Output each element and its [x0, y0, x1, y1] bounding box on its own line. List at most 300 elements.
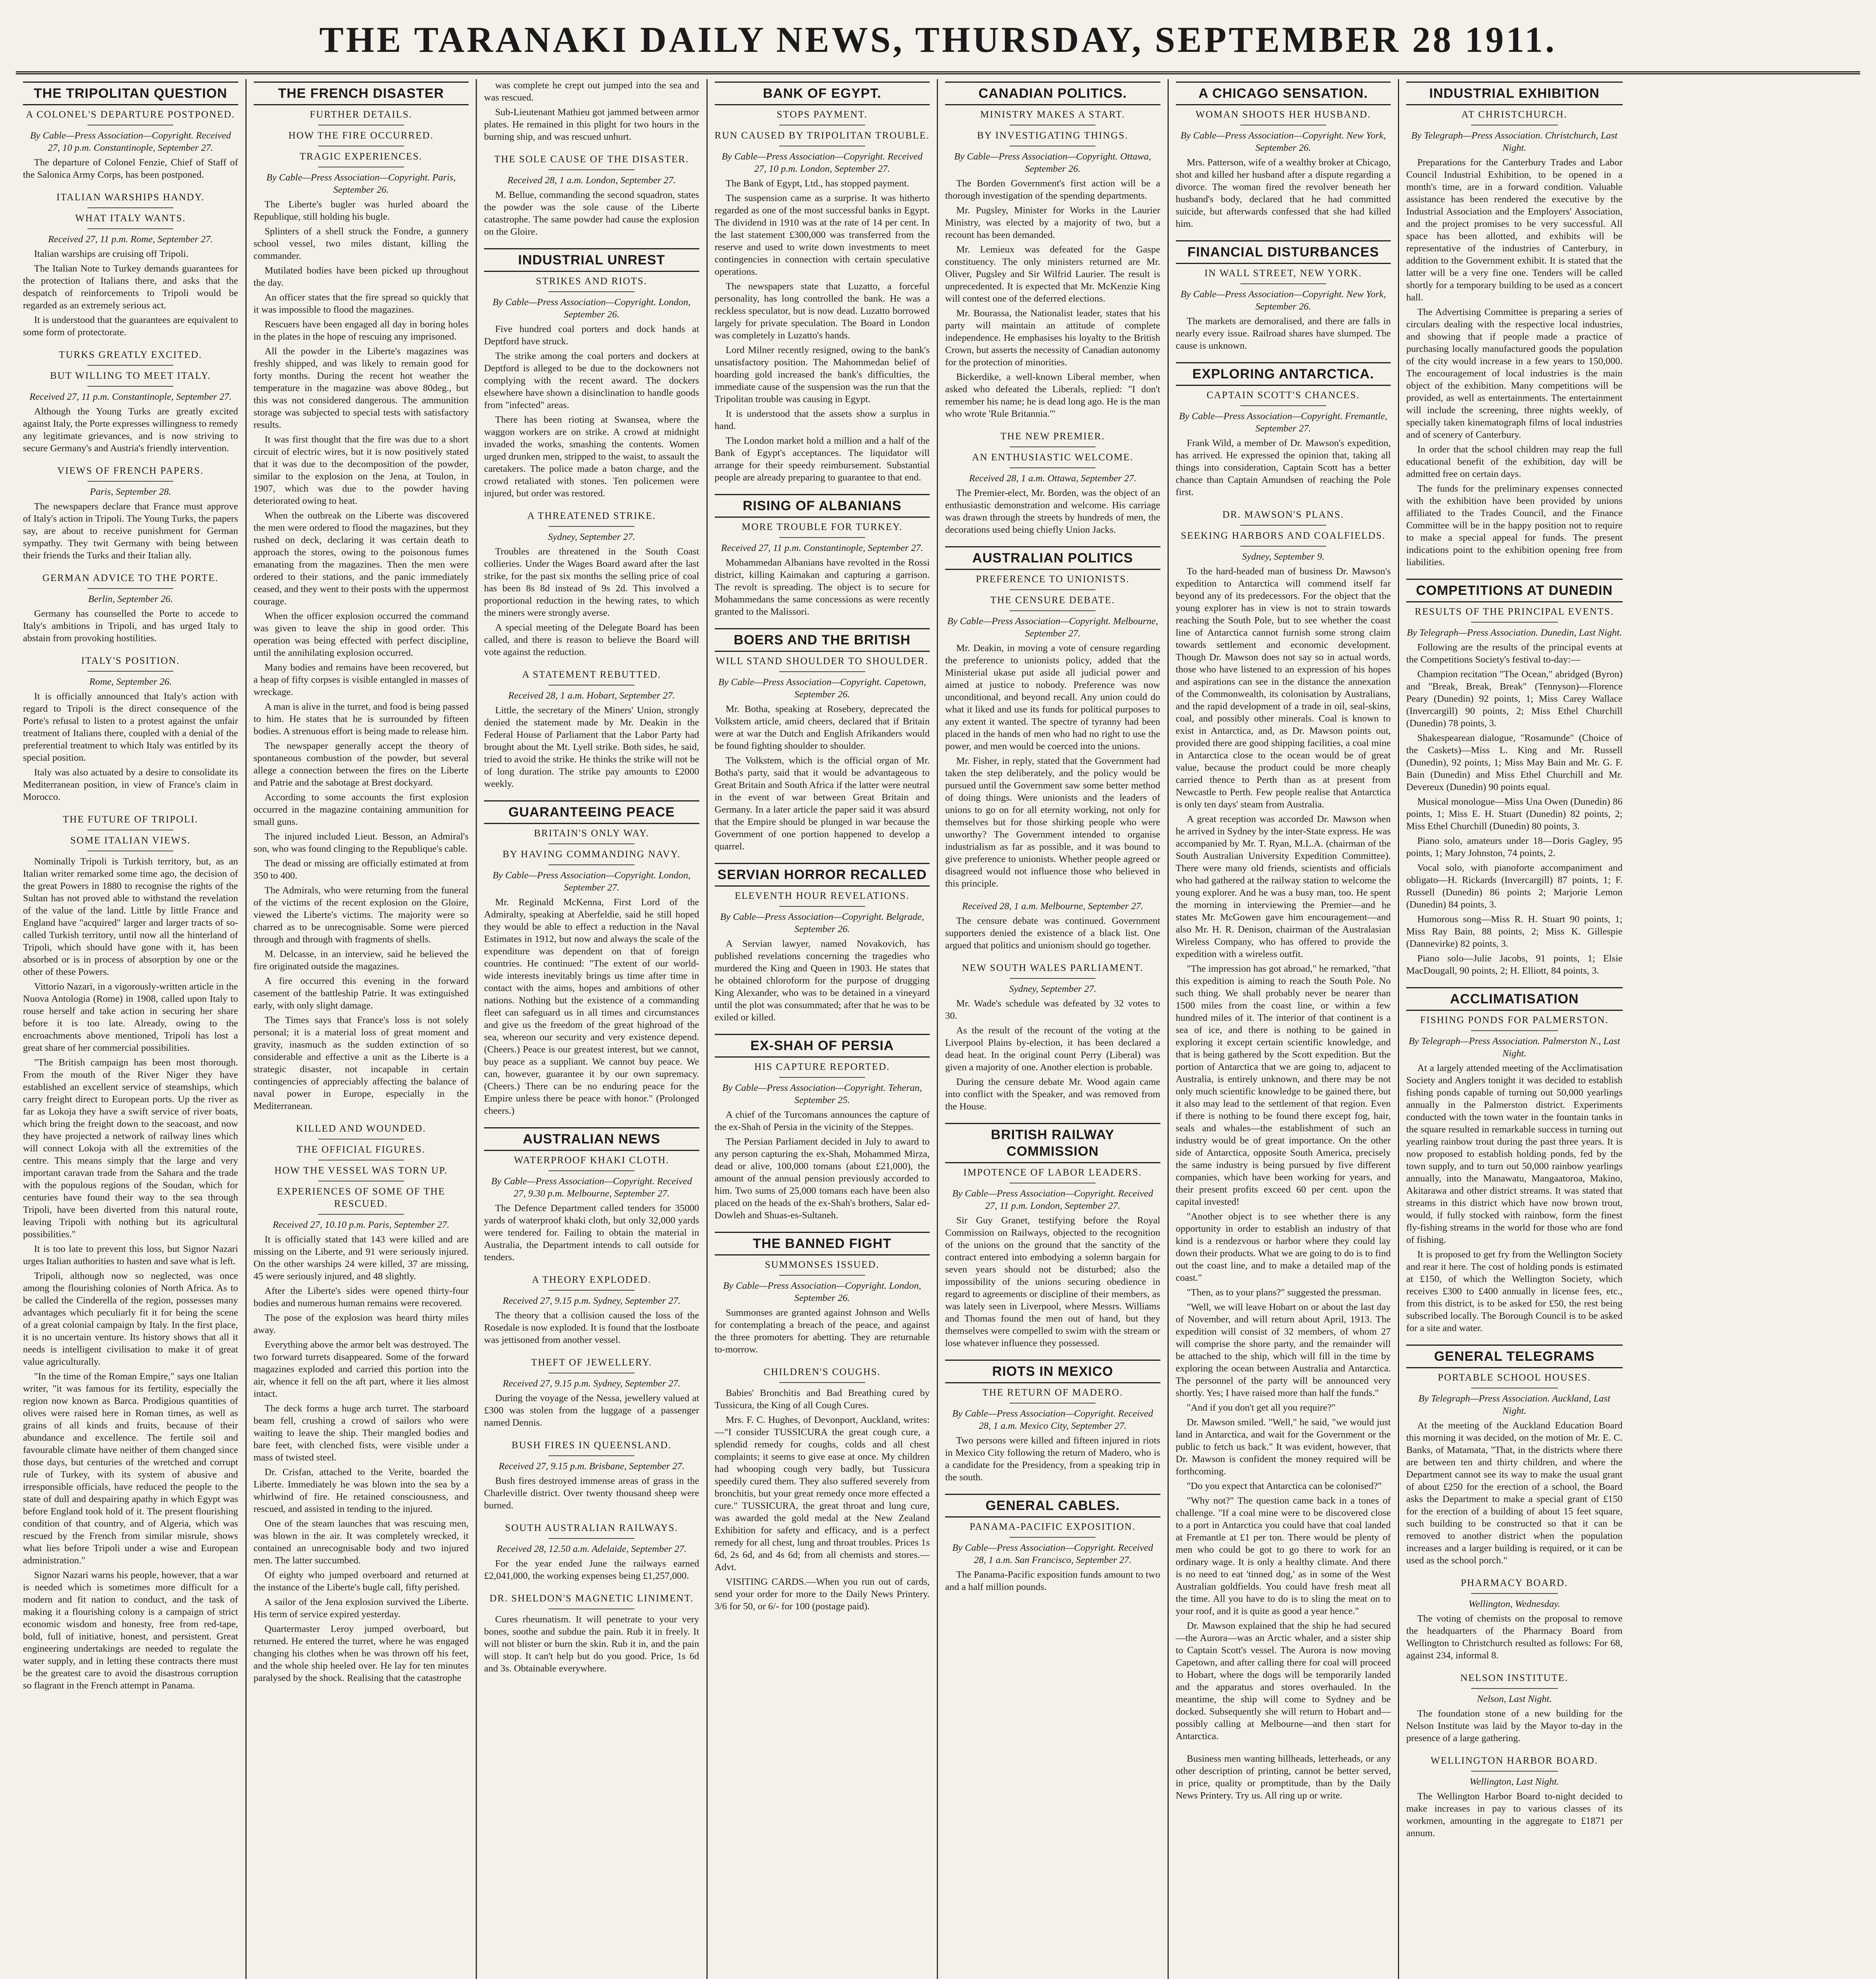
- article: [484, 1356, 699, 1429]
- article-paragraph: It is too late to prevent this loss, but Signor Nazari urges Italian authorities to hasten and save what is left.: [23, 1244, 238, 1267]
- article-subheading: ITALIAN WARSHIPS HANDY.: [56, 192, 205, 203]
- article-paragraph: "The impression has got abroad," he remarked, "that this expedition is aiming to reach the South Pole. No such thing. We shall probably never be nearer than 1500 miles from the coast line, or within a few hundred miles of it. The interior of that continent is a sea of ice, and there is nothing to be gained in exploring it except certain scientific knowledge, and that is being gathered by the Scott expedition. But the portion of Antarctica that we are going to, adjacent to Australia, is entirely unknown, and there may be not only much scientific knowledge to be gained there, but it also may lead to the settlement of that region. Even if there is nothing to be found there except fog, hair, seals and whales—the establishment of such an industry would be of great importance. On the other side of Antarctica, opposite South America, precisely the same industry is being pursued by five different companies, which have been working for years, and their present profits exceed 60 per cent. upon the capital invested!: [1175, 963, 1391, 1207]
- dateline: Received 28, 1 a.m. London, September 27.: [507, 175, 676, 186]
- article-heading: COMPETITIONS AT DUNEDIN: [1406, 579, 1623, 602]
- dateline: By Cable—Press Association—Copyright. Capetown, September 26.: [718, 677, 926, 700]
- article-paragraph: Mr. Fisher, in reply, stated that the Government had taken the step deliberately, and the policy would be pursued until the Government saw some better method of doing things. Were unionists and the leaders of unions to go on for all eternity working, not only for themselves but for those shirking people who were unworthy? The Government intended to organise industrialism as far as possible, and it was bound to give preference to unionists. Whether people agreed or disagreed would not influence those who believed in this principle.: [945, 756, 1160, 889]
- divider: [549, 1455, 634, 1456]
- divider: [1471, 1771, 1558, 1772]
- article-paragraph: The Italian Note to Turkey demands guarantees for the protection of Italians there, and asks that the despatch of reinforcements to Tripoli would be regarded as an extremely serious act.: [23, 263, 238, 311]
- article-paragraph: One of the steam launches that was rescuing men, was blown in the air. It was completely wrecked, it contained an unrecognisable body and two injured men. The latter succumbed.: [253, 1518, 469, 1566]
- article-subheading: THE NEW PREMIER.: [1000, 431, 1105, 442]
- article-paragraph: In order that the school children may reap the full educational benefit of the exhibition, day will be admitted free on certain days.: [1406, 444, 1623, 479]
- article-subheading: STOPS PAYMENT.: [777, 109, 868, 120]
- article-paragraph: Sir Guy Granet, testifying before the Royal Commission on Railways, objected to the recognition of the unions on the ground that the sanctity of the contract entered into embodying a solemn bargain for seven years should not be disturbed; also the impossibility of the unions securing obedience in regard to agreements or discipline of their members, as was lately seen in Liverpool, where Messrs. Williams and Thomas found the men out of hand, but they themselves were compelled to swim with the stream or lose whatever influence they possessed.: [945, 1215, 1160, 1348]
- article-paragraph: Sub-Lieutenant Mathieu got jammed between armor plates. He remained in this plight for two hours in the burning ship, and was rescued unhurt.: [484, 107, 699, 142]
- article-heading: GENERAL CABLES.: [945, 1494, 1160, 1517]
- article-paragraph: Mrs. F. C. Hughes, of Devonport, Auckland, writes:—"I consider TUSSICURA the great cough cure, a splendid remedy for coughs, colds and all chest complaints; it seems to give ease at once. My children had whooping cough very badly, but Tussicura speedily cured them. They also suffered severely from bronchitis, but your great remedy once more effected a cure." TUSSICURA, the great throat and lung cure, was awarded the gold medal at the New Zealand Exhibition for safety and efficacy, and is a perfect remedy for all chest, lung and throat troubles. Prices 1s 6d, 2s 6d, and 4s 6d; from all chemists and stores.—Advt.: [714, 1415, 930, 1573]
- article-paragraph: Quartermaster Leroy jumped overboard, but returned. He entered the turret, where he was engaged changing his clothes when he was thrown off his feet, and the whole ship heeled over. He lay for ten minutes paralysed by the shock. Realising that the catastrophe: [253, 1624, 469, 1683]
- article-paragraph: At a largely attended meeting of the Acclimatisation Society and Anglers tonight it was decided to establish fishing ponds capable of turning out 50,000 yearlings annually in the Palmerston district. Experiments conducted with the town water in the fountain tanks in the square resulted in remarkable success in turning out yearling rainbow trout during the past three years. It is now proposed to establish holding ponds, fed by the town supply, and to turn out 50,000 rainbow yearlings annually, into the Manawatu, Mangaatoroa, Makino, Akitarawa and other district streams. It was stated that streams in this district which have now brown trout, would, if fully stocked with rainbow, form the finest fly-fishing streams in the world for those who are fond of fishing.: [1406, 1063, 1623, 1245]
- article-paragraph: The voting of chemists on the proposal to remove the headquarters of the Pharmacy Board from Wellington to Christchurch resulted as follows: For 68, against 234, informal 8.: [1406, 1613, 1623, 1661]
- article-paragraph: A chief of the Turcomans announces the capture of the ex-Shah of Persia in the vicinity of the Steppes.: [714, 1109, 930, 1132]
- article-subheading: RUN CAUSED BY TRIPOLITAN TROUBLE.: [714, 130, 930, 141]
- dateline: Wellington, Last Night.: [1470, 1776, 1559, 1787]
- dateline: By Cable—Press Association—Copyright. Teheran, September 25.: [722, 1083, 922, 1105]
- article-paragraph: When the outbreak on the Liberte was discovered the men were ordered to flood the magazines, but they rushed on deck, declaring it was certain death to approach the stores, owing to the poisonous fumes emanating from the magazines. Then the men were ordered to their stations, and the panic immediately ceased, and they went to their posts with the uppermost courage.: [253, 510, 469, 607]
- article-paragraph: Lord Milner recently resigned, owing to the bank's unsatisfactory position. The Mahommedan belief of hoarding gold increased the bank's difficulties, the immediate cause of the suspension was the run that the Tripolitan trouble was causing in Egypt.: [714, 345, 930, 405]
- dateline: Sydney, September 27.: [548, 532, 635, 542]
- dateline: By Telegraph—Press Association. Palmerston N., Last Night.: [1409, 1036, 1620, 1059]
- masthead: [16, 12, 1860, 74]
- article-paragraph: The newspaper generally accept the theory of spontaneous combustion of the powder, but several allege a connection between the fires on the Liberte and Patrie and the sabotage at Brest dockyard.: [253, 741, 469, 788]
- article-paragraph: The departure of Colonel Fenzie, Chief of Staff of the Salonica Army Corps, has been postponed.: [23, 157, 238, 180]
- column-3: [477, 79, 708, 1979]
- article-subheading: PORTABLE SCHOOL HOUSES.: [1437, 1372, 1591, 1383]
- divider: [1471, 1593, 1558, 1594]
- dateline: Sydney, September 27.: [1009, 984, 1096, 994]
- article-paragraph: A sailor of the Jena explosion survived the Liberte. His term of service expired yesterday.: [253, 1597, 469, 1620]
- column-2: [247, 79, 477, 1979]
- dateline: Received 27, 11 p.m. Constantinople, September 27.: [29, 391, 232, 402]
- dateline: By Telegraph—Press Association. Auckland, Last Night.: [1418, 1393, 1610, 1416]
- article-paragraph: Italian warships are cruising off Tripoli.: [34, 249, 189, 259]
- article-paragraph: Signor Nazari warns his people, however, that a war is needed which is sometimes more difficult for a modern and fit nation to conduct, and the task of making it a flourishing colony is a campaign of strict economic wisdom and honesty, free from red-tape, bold, full of initiative, honest, and persistent. Great engineering undertakings are needed to regulate the water supply, and in letting these contracts there must be the greatest care to avoid the disastrous corruption so flagrant in the French attempt in Panama.: [23, 1570, 238, 1691]
- article: [1406, 1577, 1623, 1662]
- divider: [87, 228, 173, 229]
- article-paragraph: As the result of the recount of the voting at the Liverpool Plains by-election, it has been declared a dead heat. In the original count Perry (Liberal) was given a majority of one. Another election is probable.: [945, 1025, 1160, 1073]
- article-paragraph: The foundation stone of a new building for the Nelson Institute was laid by the Mayor to-day in the presence of a large gathering.: [1406, 1708, 1623, 1743]
- divider: [779, 1382, 865, 1383]
- article-paragraph: All the powder in the Liberte's magazines was freshly shipped, and was likely to remain good for forty months. During the recent hot weather the temperature in the magazine was above 80deg., but this was not considered dangerous. The ammunition storage was subjected to special tests with satisfactory results.: [253, 346, 469, 430]
- article-paragraph: M. Delcasse, in an interview, said he believed the fire originated outside the magazines.: [253, 949, 469, 972]
- article: [1176, 240, 1391, 352]
- article-heading: BANK OF EGYPT.: [715, 82, 930, 105]
- article-paragraph: An officer states that the fire spread so quickly that it was impossible to flood the magazines.: [253, 292, 469, 315]
- article-paragraph: The Bank of Egypt, Ltd., has stopped payment.: [725, 178, 909, 189]
- article: [715, 82, 930, 484]
- newspaper-title: THE TARANAKI DAILY NEWS, THURSDAY, SEPTEMBER 28 1911.: [319, 19, 1557, 60]
- article-paragraph: Dr. Crisfan, attached to the Verite, boarded the Liberte. Immediately he was blown into the sea by a whirlwind of fire. He retained consciousness, and rescued, and assisted in tending to the injured.: [253, 1467, 469, 1514]
- dateline: By Telegraph—Press Association. Dunedin, Last Night.: [1407, 627, 1622, 638]
- article: [1406, 82, 1623, 568]
- article-heading: CANADIAN POLITICS.: [945, 82, 1160, 105]
- article-paragraph: Piano solo—Julie Jacobs, 91 points, 1; Elsie MacDougall, 90 points, 2; H. Elliott, 84 points, 3.: [1406, 953, 1623, 976]
- article-heading: EXPLORING ANTARCTICA.: [1176, 362, 1391, 386]
- divider: [1010, 467, 1096, 468]
- column-7: [1399, 79, 1630, 1979]
- dateline: By Cable—Press Association—Copyright. Received 27, 10 p.m. London, September 27.: [722, 151, 923, 174]
- article-paragraph: The dead or missing are officially estimated at from 350 to 400.: [253, 858, 469, 881]
- article-subheading: ELEVENTH HOUR REVELATIONS.: [735, 891, 910, 901]
- article-paragraph: Bush fires destroyed immense areas of grass in the Charleville district. Over twenty thousand sheep were burned.: [484, 1476, 699, 1511]
- article: [715, 1232, 930, 1356]
- article-paragraph: After the Liberte's sides were opened thirty-four bodies and numerous human remains were recovered.: [253, 1286, 469, 1309]
- divider: [549, 843, 634, 844]
- article-subheading: PHARMACY BOARD.: [1460, 1578, 1568, 1588]
- article-subheading: MORE TROUBLE FOR TURKEY.: [742, 522, 903, 532]
- article-paragraph: For the year ended June the railways earned £2,041,000, the working expenses being £1,257,000.: [484, 1558, 699, 1581]
- dateline: By Cable—Press Association—Copyright. Fremantle, September 27.: [1179, 411, 1388, 434]
- article: [254, 82, 469, 1112]
- article-subheading: ITALY'S POSITION.: [81, 655, 180, 666]
- divider: [87, 365, 173, 366]
- divider: [1010, 589, 1096, 590]
- article-paragraph: "And if you don't get all you require?": [1187, 1402, 1336, 1413]
- dateline: By Cable—Press Association—Copyright. Ottawa, September 26.: [954, 151, 1151, 174]
- article: [945, 430, 1160, 536]
- article-subheading: STRIKES AND RIOTS.: [536, 276, 647, 287]
- article-paragraph: The censure debate was continued. Government supporters denied the existence of a black list. One argued that politics and unionism should go together.: [945, 915, 1160, 951]
- article-paragraph: Two persons were killed and fifteen injured in riots in Mexico City following the return of Madero, who is a candidate for the Presidency, from a speaking trip in the south.: [945, 1435, 1160, 1483]
- divider: [779, 671, 865, 672]
- article-subheading: THE SOLE CAUSE OF THE DISASTER.: [494, 154, 689, 165]
- article-heading: FINANCIAL DISTURBANCES: [1176, 240, 1391, 264]
- dateline: Sydney, September 9.: [1242, 551, 1325, 562]
- article-paragraph: Tripoli, although now so neglected, was once among the flourishing colonies of North Africa. As to be called the Cinderella of the region, possesses many advantages which peculiarly fit it for being the scene of a great colonial campaign by Italy. In the first place, it is no uncertain venture. Its history shows that all it needs is intelligent civilisation to make it of great value agriculturally.: [23, 1271, 238, 1367]
- article-subheading: DR. SHELDON'S MAGNETIC LINIMENT.: [489, 1593, 694, 1604]
- article-paragraph: The strike among the coal porters and dockers at Deptford is alleged to be due to the dockowners not complying with the recent award. The dockers elsewhere have shown a disinclination to handle goods from "infected" areas.: [484, 351, 699, 410]
- article-subheading: FURTHER DETAILS.: [310, 109, 412, 120]
- article-paragraph: According to some accounts the first explosion occurred in the magazine containing ammunition for small guns.: [253, 792, 469, 827]
- article-paragraph: "The British campaign has been most thorough. From the mouth of the River Niger they have established an excellent service of steamships, which carry freight direct to European ports. Up the river as far as Lokoja they have a swift service of river boats, which bring the freight down to the seacoast, and now they have projected a network of railway lines which will connect Lokoja with all the extremities of the centre. This means simply that the large and very important caravan trade from the Sahara and the trade with the populous regions of the Soudan, which for centuries have found their way to the sea through Tripoli, have been diverted from this natural route, leaving Tripoli with nothing but its agricultural possibilities.": [23, 1057, 238, 1240]
- column-grid: [16, 79, 1860, 1979]
- column-6: [1169, 79, 1399, 1979]
- article: [1176, 509, 1391, 1742]
- article-paragraph: A Servian lawyer, named Novakovich, has published revelations concerning the tragedies who murdered the King and Queen in 1903. He states that he obtained chloroform for the purpose of drugging King Alexander, who was to be detained in a vineyard until the plot was consummated; after that he was to be exiled or killed.: [714, 938, 930, 1023]
- article: [484, 153, 699, 238]
- article-subheading: SUMMONSES ISSUED.: [765, 1259, 880, 1270]
- article-heading: THE FRENCH DISASTER: [254, 82, 469, 105]
- article-paragraph: The Liberte's bugler was hurled aboard the Republique, still holding his bugle.: [253, 199, 469, 222]
- article-paragraph: Following are the results of the principal events at the Competitions Society's festival to-day:—: [1406, 642, 1623, 665]
- article-paragraph: Mr. Bourassa, the Nationalist leader, states that his party will maintain an attitude of complete independence. He emphasises his loyalty to the British Crown, but asserts the necessity of Canadian autonomy for the protection of minorities.: [945, 308, 1160, 368]
- article-paragraph: "In the time of the Roman Empire," says one Italian writer, "it was famous for its fertility, especially the region now known as Barca. Prodigious quantities of olives were raised here in Roman times, as well as grains of all kinds and fruits, because of their abundance and excellence. The fertile soil and favourable climate have neither of them changed since those days, but centuries of the wretched and corrupt rule of Turkey, with its system of abusive and irresponsible officials, have reduced the people to the state of dull and despairing apathy in which Egypt was before England took hold of it. The present flourishing condition of that country, and of Algeria, which was rescued by the French from similar misrule, shows what lies before Tripoli under a wise and European administration.": [23, 1371, 238, 1566]
- divider: [1010, 446, 1096, 447]
- article-paragraph: Babies' Bronchitis and Bad Breathing cured by Tussicura, the King of all Cough Cures.: [714, 1388, 930, 1411]
- article-subheading: THE FUTURE OF TRIPOLI.: [63, 814, 198, 825]
- article-paragraph: There has been rioting at Swansea, where the waggon workers are on strike. A crowd at midnight invaded the works, smashing the contents. Women urged drunken men, stripped to the waist, to assault the caretakers. The police made a baton charge, and the crowd retaliated with stones. Ten policemen were injured, but order was restored.: [484, 414, 699, 499]
- dateline: Received 28, 1 a.m. Melbourne, September 27.: [962, 901, 1143, 912]
- article-paragraph: Frank Wild, a member of Dr. Mawson's expedition, has arrived. He expressed the opinion that, taking all things into consideration, Captain Scott has a better chance than Captain Amundsen of reaching the Pole first.: [1175, 438, 1391, 498]
- article-paragraph: The Borden Government's first action will be a thorough investigation of the spending departments.: [945, 178, 1160, 201]
- article: [484, 79, 699, 143]
- dateline: By Cable—Press Association—Copyright. New York, September 26.: [1180, 130, 1386, 153]
- article-paragraph: Dr. Mawson smiled. "Well," he said, "we would just land in Antarctica, and wait for the Government or the public to fetch us back." It was evident, however, that Dr. Mawson is confident the money required will be forthcoming.: [1175, 1417, 1391, 1477]
- article-subheading: SOME ITALIAN VIEWS.: [70, 835, 191, 846]
- article-subheading: GERMAN ADVICE TO THE PORTE.: [42, 573, 219, 583]
- divider: [1240, 283, 1326, 284]
- article-paragraph: The funds for the preliminary expenses connected with the exhibition have been provided by unions affiliated to the Trades Council, and the Finance Committee will be in the happy position not to require to make a special appeal for funds. The present indications point to the exhibition opening free from liabilities.: [1406, 483, 1623, 568]
- article-paragraph: The Persian Parliament decided in July to award to any person capturing the ex-Shah, Mohammed Mirza, dead or alive, 100,000 tomans (about £21,000), the amount of the annual pension previously accorded to him. Two sums of 25,000 tomans each have been also placed on the heads of the ex-Shah's brothers, Salar ed-Dowleh and Shuas-es-Sultaneh.: [714, 1136, 930, 1221]
- dateline: By Cable—Press Association—Copyright. Received 27, 10 p.m. Constantinople, September 27.: [30, 130, 231, 153]
- article-subheading: NEW SOUTH WALES PARLIAMENT.: [962, 963, 1144, 973]
- article-heading: GUARANTEEING PEACE: [484, 800, 699, 824]
- article-heading: INDUSTRIAL UNREST: [484, 248, 699, 272]
- article: [945, 546, 1160, 890]
- article-subheading: WELLINGTON HARBOR BOARD.: [1430, 1755, 1598, 1766]
- dateline: By Cable—Press Association—Copyright. Received 27, 9.30 p.m. Melbourne, September 27.: [491, 1176, 692, 1199]
- article-paragraph: "Another object is to see whether there is any opportunity in order to establish an industry of that kind is a rendezvous or harbor where they could lay down their products. What we are going to do is to find out the coast line, and to make a detailed map of the coast.": [1175, 1211, 1391, 1283]
- article: [23, 813, 238, 1692]
- article: [1406, 1345, 1623, 1567]
- dateline: By Cable—Press Association—Copyright. London, September 26.: [723, 1280, 921, 1303]
- article-subheading: VIEWS OF FRENCH PAPERS.: [57, 465, 204, 476]
- article: [945, 1360, 1160, 1483]
- article-paragraph: The Admirals, who were returning from the funeral of the victims of the recent explosion on the Gloire, viewed the Liberte's victims. The majority were so charred as to be unrecognisable. Some were pierced through and through with fragments of shells.: [253, 885, 469, 945]
- article-paragraph: It was first thought that the fire was due to a short circuit of electric wires, but it is now positively stated that it was due to the decomposition of the powder, similar to the explosion on the Jena, at Toulon, in 1907, which was due to the powder having deteriorated owing to heat.: [253, 434, 469, 506]
- column-4: [708, 79, 938, 1979]
- dateline: By Cable—Press Association—Copyright. Belgrade, September 26.: [720, 912, 924, 934]
- article-paragraph: It is proposed to get fry from the Wellington Society and rear it here. The cost of holding ponds is estimated at £150, of which the Wellington Society, which receives £300 to £400 annually in license fees, etc., from this district, is to be asked for £50, the rest being subscribed locally. The Borough Council is to be asked for a site and water.: [1406, 1249, 1623, 1333]
- article-paragraph: To the hard-headed man of business Dr. Mawson's expedition to Antarctica will commend itself far beyond any of its predecessors. For the object that the young explorer has in view is not to strain towards reaching the South Pole, but to see whether the coast line of Antarctica cannot furnish some strong claim towards settlement and economic development. Though Dr. Mawson does not say so in actual words, those who have listened to an expression of his hopes and aspirations can see in the distance the annexation of the Commonwealth, its colonisation by Australians, and the rapid development of a trade in oil, seal-skins, coal, and possibly other minerals. Coal is known to exist in Antarctica, and, as Dr. Mawson points out, provided there are good shipping facilities, a coal mine in Antarctica close to the ocean would be of great value, because the product could be more cheaply carried thence to Perth than as at present from Newcastle to Perth. Few people realise that Antarctica is only ten days' steam from Australia.: [1175, 566, 1391, 810]
- article: [1406, 579, 1623, 977]
- article-paragraph: The Wellington Harbor Board to-night decided to make increases in pay to various classes of its workmen, amounting in the aggregate to £1871 per annum.: [1406, 1791, 1623, 1838]
- article-paragraph: The newspapers declare that France must approve of Italy's action in Tripoli. The Young Turks, the papers say, are about to receive punishment for German sympathy. They twit Germany with being between their friends the Turks and their Italian ally.: [23, 501, 238, 561]
- article-heading: GENERAL TELEGRAMS: [1406, 1345, 1623, 1368]
- article: [715, 863, 930, 1024]
- article-paragraph: "Why not?" The question came back in a tones of challenge. "If a coal mine were to be discovered close to a port in Antarctica you could have that coal landed at Fremantle at £1 per ton. There would be plenty of men who could be got to go there to work for an ordinary wage. It is only a healthy climate. And there is no need to eat 'tinned dog,' as in some of the West Australian goldfields. You could have fresh meat all the time. All you have to do is to sling the meat on to your roof, and it is quite as good a year hence.": [1175, 1495, 1391, 1616]
- article-subheading: BY INVESTIGATING THINGS.: [977, 130, 1128, 141]
- divider: [549, 169, 634, 170]
- article-heading: RIOTS IN MEXICO: [945, 1360, 1160, 1383]
- article: [715, 494, 930, 618]
- dateline: Received 27, 9.15 p.m. Brisbane, September 27.: [499, 1461, 685, 1472]
- article-paragraph: Italy was also actuated by a desire to consolidate its Mediterranean position, in view of France's claim in Morocco.: [23, 767, 238, 802]
- article-subheading: THEFT OF JEWELLERY.: [531, 1357, 652, 1368]
- article-subheading: THE CENSURE DEBATE.: [990, 595, 1115, 606]
- article: [484, 510, 699, 658]
- article-paragraph: was complete he crept out jumped into the sea and was rescued.: [484, 80, 699, 103]
- dateline: Received 27, 11 p.m. Constantinople, September 27.: [721, 543, 923, 553]
- article-subheading: WATERPROOF KHAKI CLOTH.: [514, 1155, 670, 1166]
- divider: [318, 1214, 404, 1215]
- article-subheading: WOMAN SHOOTS HER HUSBAND.: [1195, 109, 1371, 120]
- divider: [549, 685, 634, 686]
- dateline: By Cable—Press Association—Copyright. London, September 26.: [492, 297, 691, 320]
- article: [254, 1122, 469, 1684]
- divider: [549, 1170, 634, 1171]
- dateline: By Cable—Press Association—Copyright. New York, September 26.: [1180, 289, 1386, 312]
- dateline: Paris, September 28.: [90, 486, 171, 497]
- article-paragraph: Although the Young Turks are greatly excited against Italy, the Porte expresses willingness to remedy any legitimate grievances, and is now striving to secure Germany's and Austria's friendly intervention.: [23, 406, 238, 454]
- article-paragraph: A fire occurred this evening in the forward casement of the battleship Patrie. It was extinguished early, with only slight damage.: [253, 976, 469, 1011]
- article-paragraph: Mr. Botha, speaking at Rosebery, deprecated the Volkstem article, amid cheers, declared that if Britain were at war the Dutch and English Afrikanders would be found fighting shoulder to shoulder.: [714, 704, 930, 751]
- dateline: Received 28, 12.50 a.m. Adelaide, September 27.: [496, 1544, 687, 1554]
- article-paragraph: Little, the secretary of the Miners' Union, strongly denied the statement made by Mr. Deakin in the Federal House of Parliament that the Labor Party had brought about the Mt. Lyell strike. Both sides, he said, tried to avoid the strike. He thinks the strike will not be of long duration. The strike pay amounts to £2000 weekly.: [484, 705, 699, 789]
- article-subheading: DR. MAWSON'S PLANS.: [1222, 509, 1344, 520]
- article-paragraph: It is officially announced that Italy's action with regard to Tripoli is the direct consequence of the Porte's refusal to listen to a protest against the unfair treatment of Italians there, coupled with a denial of the preferential treatment to which Italy was entitled by its special position.: [23, 691, 238, 763]
- article: [484, 1274, 699, 1346]
- article-subheading: BUT WILLING TO MEET ITALY.: [50, 370, 211, 381]
- article-subheading: AT CHRISTCHURCH.: [1461, 109, 1568, 120]
- dateline: Berlin, September 26.: [88, 594, 173, 604]
- article-paragraph: During the voyage of the Nessa, jewellery valued at £300 was stolen from the luggage of a passenger named Dennis.: [484, 1393, 699, 1428]
- divider: [779, 537, 865, 538]
- article: [23, 349, 238, 454]
- article-paragraph: Of eighty who jumped overboard and returned at the instance of the Liberte's bugle call, fifty perished.: [253, 1570, 469, 1593]
- article-paragraph: The Volkstem, which is the official organ of Mr. Botha's party, said that it would be advantageous to Great Britain and South Africa if the latter were neutral in the event of war between Great Britain and Germany. In a later article the paper said it was absurd that the Empire should be plunged in war because the Government of one portion happened to develop a quarrel.: [714, 755, 930, 852]
- article-paragraph: M. Bellue, commanding the second squadron, states the powder was the sole cause of the Liberte catastrophe. The same powder had cause the explosion on the Gloire.: [484, 190, 699, 237]
- divider: [549, 1290, 634, 1291]
- divider: [87, 671, 173, 672]
- article-subheading: TRAGIC EXPERIENCES.: [300, 151, 423, 162]
- article-subheading: A STATEMENT REBUTTED.: [522, 669, 661, 680]
- article: [23, 572, 238, 644]
- article-subheading: BRITAIN'S ONLY WAY.: [534, 828, 649, 839]
- article-paragraph: Humorous song—Miss R. H. Stuart 90 points, 1; Miss Ray Bain, 88 points, 2; Miss K. Gillespie (Dannevirke) 82 points, 3.: [1406, 914, 1623, 949]
- article-subheading: CAPTAIN SCOTT'S CHANCES.: [1206, 390, 1360, 401]
- article-heading: EX-SHAH OF PERSIA: [715, 1034, 930, 1058]
- article-paragraph: Splinters of a shell struck the Fondre, a gunnery school vessel, two miles distant, killing the commander.: [253, 226, 469, 261]
- article-paragraph: Musical monologue—Miss Una Owen (Dunedin) 86 points, 1; Miss E. H. Stuart (Dunedin) 82 points, 2; Miss Ethel Churchill (Dunedin) 80 points, 3.: [1406, 796, 1623, 832]
- divider: [1471, 622, 1558, 623]
- article-subheading: IMPOTENCE OF LABOR LEADERS.: [963, 1167, 1142, 1178]
- article-paragraph: Mohammedan Albanians have revolted in the Rossi district, killing Kaimakan and capturing a garrison. The revolt is spreading. The object is to secure for Mohammedans the same concessions as were recently granted to the Malissori.: [714, 557, 930, 617]
- article-heading: SERVIAN HORROR RECALLED: [715, 863, 930, 887]
- article-paragraph: The Premier-elect, Mr. Borden, was the object of an enthusiastic demonstration and welcome. His carriage was drawn through the streets by hundreds of men, the decorations used being chiefly Union Jacks.: [945, 488, 1160, 535]
- dateline: Received 27, 11 p.m. Rome, September 27.: [48, 234, 213, 245]
- article-paragraph: Mr. Reginald McKenna, First Lord of the Admiralty, speaking at Aberfeldie, said he still hoped they would be able to effect a reduction in the Naval Estimates in 1912, but now and always the scale of the expenditure was dependent on that of foreign countries. He continued: "The extent of our world-wide interests inevitably brings us time after time in contact with the aims, hopes and ambitions of other nations. Nothing but the existence of a commanding fleet can safeguard us in all times and circumstances and give us the freedom of the great highroad of the sea, whereon our security and very existence depend. (Cheers.) Peace is our greatest interest, but we cannot, buy peace as a suppliant. We cannot buy peace. We can, however, guarantee it by our own supremacy. (Cheers.) There can be no enduring peace for the Empire unless there be peace with honor." (Prolonged cheers.): [484, 897, 699, 1116]
- article: [945, 82, 1160, 420]
- divider: [87, 207, 173, 208]
- article-subheading: FISHING PONDS FOR PALMERSTON.: [1420, 1015, 1609, 1026]
- article-heading: AUSTRALIAN POLITICS: [945, 546, 1160, 570]
- dateline: Received 28, 1 a.m. Hobart, September 27.: [508, 690, 675, 701]
- article-paragraph: Nominally Tripoli is Turkish territory, but, as an Italian writer remarked some time ago, the decision of the great Powers in 1880 to recognise the rights of the Sultan has not proved able to withstand the revelation of the value of the land. Little by little France and England have "acquired" larger and larger tracts of so-called Turkish territory, until now all the hinterland of Tripoli, which should have gone with it, has been absorbed or is in process of absorption by one or the other of these Powers.: [23, 856, 238, 977]
- article: [945, 962, 1160, 1113]
- article-paragraph: Piano solo, amateurs under 18—Doris Gagley, 95 points, 1; Mary Johnston, 74 points, 2.: [1406, 836, 1623, 858]
- article: [1406, 1672, 1623, 1744]
- divider: [779, 1275, 865, 1276]
- article-paragraph: Mutilated bodies have been picked up throughout the day.: [253, 265, 469, 288]
- article-heading: A CHICAGO SENSATION.: [1176, 82, 1391, 105]
- article-heading: INDUSTRIAL EXHIBITION: [1406, 82, 1623, 105]
- divider: [1010, 978, 1096, 979]
- article-paragraph: Preparations for the Canterbury Trades and Labor Council Industrial Exhibition, to be opened in a month's time, are in a forward condition. Valuable assistance has been rendered the executive by the Industrial Association and the Employers' Association, and the project promises to be very successful. All space has been allotted, and exhibits will be representative of the industries of Canterbury, in addition to the Government exhibit. It is stated that the latter will be a very fine one. Tenders will be called shortly for a temporary building to be used as a concert hall.: [1406, 157, 1623, 303]
- article-paragraph: The London market hold a million and a half of the Bank of Egypt's acceptances. The liquidator will arrange for their speedy reimbursement. Substantial people are already preparing to guarantee to that end.: [714, 435, 930, 483]
- article-paragraph: A special meeting of the Delegate Board has been called, and there is reason to believe the Board will vote against the reduction.: [484, 622, 699, 657]
- article-subheading: HOW THE VESSEL WAS TORN UP.: [274, 1165, 448, 1176]
- article: [484, 1592, 699, 1675]
- article-paragraph: The injured included Lieut. Besson, an Admiral's son, who was found clinging to the Republique's cable.: [253, 831, 469, 854]
- divider: [1240, 405, 1326, 406]
- article-paragraph: Mr. Pugsley, Minister for Works in the Laurier Ministry, was elected by a majority of two, but a recount has been demanded.: [945, 205, 1160, 240]
- dateline: By Cable—Press Association—Copyright. Received 27, 11 p.m. London, September 27.: [952, 1188, 1153, 1211]
- article-paragraph: Mr. Lemieux was defeated for the Gaspe constituency. The only ministers returned are Mr. Oliver, Pugsley and Sir Wilfrid Laurier. The result is unprecedented. It is expected that Mr. McKenzie King will contest one of the deferred elections.: [945, 244, 1160, 304]
- divider: [549, 864, 634, 865]
- article-paragraph: Dr. Mawson explained that the ship he had secured—the Aurora—was an Arctic whaler, and a sister ship to Captain Scott's vessel. The Aurora is now moving Capetown, and after calling there for coal will proceed to Hobart, where the dogs will be temporarily landed and the apparatus and stores overhauled. In the meantime, the ship will come to Sydney and be docked. Subsequently she will return to Hobart and—possibly calling at Melbourne—and then start for Antarctica.: [1175, 1620, 1391, 1742]
- divider: [318, 1139, 404, 1140]
- article-subheading: BUSH FIRES IN QUEENSLAND.: [511, 1440, 672, 1451]
- dateline: Received 28, 1 a.m. Ottawa, September 27.: [969, 473, 1137, 484]
- article-paragraph: The markets are demoralised, and there are falls in nearly every issue. Railroad shares have slumped. The cause is unknown.: [1175, 316, 1391, 351]
- article-subheading: WHAT ITALY WANTS.: [75, 213, 186, 224]
- article-heading: RISING OF ALBANIANS: [715, 494, 930, 518]
- article-paragraph: Vittorio Nazari, in a vigorously-written article in the Nuova Antologia (Rome) in 1908, called upon Italy to rouse herself and take action in securing her share before it is too late. Already, owing to the encroachments above mentioned, Tripoli has lost a great share of her commercial possibilities.: [23, 981, 238, 1053]
- dateline: Wellington, Wednesday.: [1468, 1599, 1561, 1609]
- article-paragraph: "Do you expect that Antarctica can be colonised?": [1187, 1481, 1382, 1491]
- article-paragraph: During the censure debate Mr. Wood again came into conflict with the Speaker, and was removed from the House.: [945, 1077, 1160, 1112]
- article: [1406, 1755, 1623, 1839]
- article-paragraph: Five hundred coal porters and dock hands at Deptford have struck.: [484, 324, 699, 347]
- article: [715, 628, 930, 853]
- article-subheading: SOUTH AUSTRALIAN RAILWAYS.: [505, 1523, 678, 1533]
- article-paragraph: Shakespearean dialogue, "Rosamunde" (Choice of the Caskets)—Miss L. King and Mr. Russell (Dunedin), 92 points, 1; Miss May Bain and Mr. G. F. Bain (Dunedin) and Miss Ethel Churchill and Mr. Devereux (Dunedin) 90 points equal.: [1406, 733, 1623, 792]
- dateline: Nelson, Last Night.: [1477, 1694, 1552, 1704]
- article-paragraph: The Panama-Pacific exposition funds amount to two and a half million pounds.: [945, 1569, 1160, 1592]
- article: [484, 1127, 699, 1263]
- article: [23, 465, 238, 562]
- article: [484, 1522, 699, 1582]
- article-paragraph: At the meeting of the Auckland Education Board this morning it was decided, on the motion of Mr. E. C. Banks, of Matamata, "That, in the districts where there are between ten and thirty children, and where the Department cannot see its way to make the usual grant of about £250 for the erection of a school, the Board asks the Department to make a special grant of £150 for the erection of a building of about 15 feet square, such building to be constructed so that it can be removed to another district when the population increases and a larger building is required, or it can be used as the school porch.": [1406, 1420, 1623, 1566]
- article-paragraph: Business men wanting billheads, letterheads, or any other description of printing, cannot be better served, in price, quality or promptitude, than by the Daily News Printery. Try us. All ring up or write.: [1175, 1753, 1391, 1801]
- article-subheading: MINISTRY MAKES A START.: [980, 109, 1125, 120]
- article-subheading: WILL STAND SHOULDER TO SHOULDER.: [716, 656, 929, 667]
- article-paragraph: A man is alive in the turret, and food is being passed to him. He states that he is surrounded by fifteen bodies. A strenuous effort is being made to release him.: [253, 701, 469, 737]
- article-paragraph: When the officer explosion occurred the command was given to leave the ship in good order. This operation was being effected with perfect discipline, until the annihilating explosion occurred.: [253, 611, 469, 658]
- dateline: By Telegraph—Press Association. Christchurch, Last Night.: [1411, 130, 1618, 153]
- divider: [549, 526, 634, 527]
- article-paragraph: Bickerdike, a well-known Liberal member, when asked who defeated the Liberals, replied: "I don't remember his name; he is dead long ago. He is the man who wrote 'Rule Britannia.'": [945, 372, 1160, 419]
- article-subheading: CHILDREN'S COUGHS.: [763, 1367, 881, 1377]
- article-heading: THE TRIPOLITAN QUESTION: [23, 82, 238, 105]
- article-subheading: EXPERIENCES OF SOME OF THE RESCUED.: [277, 1186, 445, 1209]
- divider: [1240, 525, 1326, 526]
- article-paragraph: Mr. Deakin, in moving a vote of censure regarding the preference to unionists policy, added that the Ministerial ukase put aside all judicial power and aimed at justice to nobody. Preference was now unconditional, and beyond recall. Any union could do what it liked and use its funds for political purposes to any extent it wanted. The spectre of tyranny had been placed in the hands of men who had no right to use the power, and men would be coerced into the unions.: [945, 643, 1160, 752]
- article-paragraph: A great reception was accorded Dr. Mawson when he arrived in Sydney by the inter-State express. He was accompanied by Mr. T. Ryan, M.L.A. (chairman of the South Australian University Expedition Committee). There were many old friends, scientists and officials who had gathered at the railway station to welcome the young explorer. And he was a busy man, too. He spent the morning in interviewing the Premier—and he states Mr. McGowen gave him encouragement—and also Mr. H. R. Denison, chairman of the Australasian Wireless Company, who has offered to provide the expedition with a wireless outfit.: [1175, 814, 1391, 959]
- divider: [87, 481, 173, 482]
- article-paragraph: "Well, we will leave Hobart on or about the last day of November, and will return about April, 1913. The expedition will consist of 32 members, of whom 27 will comprise the shore party, and the remainder will be attached to the ship, which will fill in the time by exploring the ocean between Australia and Antarctica. The personnel of the party will be announced very shortly. Yes; I have raised more than half the funds.": [1175, 1302, 1391, 1398]
- article-subheading: HOW THE FIRE OCCURRED.: [288, 130, 434, 141]
- article-heading: BOERS AND THE BRITISH: [715, 628, 930, 652]
- article-paragraph: Cures rheumatism. It will penetrate to your very bones, soothe and subdue the pain. Rub it in freely. It will not blister or burn the skin. Rub it in, and the pain will stop. It can't help but do you good. Price, 1s 6d and 3s. Obtainable everywhere.: [484, 1614, 699, 1674]
- article-heading: ACCLIMATISATION: [1406, 987, 1623, 1011]
- article-paragraph: Germany has counselled the Porte to accede to Italy's ambitions in Tripoli, and has urged Italy to abstain from provoking hostilities.: [23, 608, 238, 644]
- article-paragraph: Rescuers have been engaged all day in boring holes in the plates in the hope of rescuing any imprisoned.: [253, 319, 469, 342]
- article: [484, 248, 699, 499]
- dateline: By Cable—Press Association—Copyright. Paris, September 26.: [266, 172, 456, 195]
- article: [715, 1366, 930, 1612]
- article-subheading: AN ENTHUSIASTIC WELCOME.: [972, 452, 1134, 463]
- article-paragraph: Many bodies and remains have been recovered, but a heap of fifty corpses is visible entangled in masses of wreckage.: [253, 662, 469, 697]
- article: [1176, 82, 1391, 230]
- divider: [1010, 1537, 1096, 1538]
- article-paragraph: The newspapers state that Luzatto, a forceful personality, has long controlled the bank. He was a reckless speculator, but is now dead. Luzatto borrowed largely for private speculation. The Board in London was completely in Luzatto's hands.: [714, 281, 930, 341]
- article-paragraph: Champion recitation "The Ocean," abridged (Byron) and "Break, Break, Break" (Tennyson)—Florence Peary (Dunedin) 92 points, 1; Miss Carey Wallace (Invercargill) 90 points, 2; Miss Ethel Churchill (Dunedin) 78 points, 3.: [1406, 669, 1623, 729]
- article-paragraph: The Advertising Committee is preparing a series of circulars dealing with the respective local industries, and showing that if people made a practice of purchasing locally manufactured goods the population of the city would increase in a few years to 150,000. The encouragement of local industries is the main object of the exhibition. Many competitions will be provided, as well as entertainments. The entertainment will include the screening, three nights weekly, of specially taken kinematograph films of local industries and of scenery of Canterbury.: [1406, 307, 1623, 440]
- article-paragraph: Summonses are granted against Johnson and Wells for contemplating a breach of the peace, and against the three promoters for abetting. They are returnable to-morrow.: [714, 1307, 930, 1355]
- article-paragraph: Mr. Wade's schedule was defeated by 32 votes to 30.: [945, 998, 1160, 1021]
- column-1: [16, 79, 247, 1979]
- article-subheading: SEEKING HARBORS AND COALFIELDS.: [1181, 530, 1386, 541]
- column-5: [938, 79, 1169, 1979]
- article-paragraph: The Times says that France's loss is not solely personal; it is a material loss of great moment and gravity, inasmuch as the sudden extinction of so considerable and effective a unit as the Liberte is a strategic disaster, not incapable in certain contingencies of appreciably affecting the balance of naval power in Europe, especially in the Mediterranean.: [253, 1015, 469, 1111]
- divider: [1010, 1403, 1096, 1404]
- article: [484, 800, 699, 1117]
- dateline: By Cable—Press Association—Copyright. Received 28, 1 a.m. Mexico City, September 27.: [952, 1408, 1153, 1431]
- article-paragraph: Everything above the armor belt was destroyed. The two forward turrets disappeared. Some of the forward magazines exploded and carried this portion into the air, whence it fell on the aft part, where it lies almost intact.: [253, 1339, 469, 1399]
- article-paragraph: It is understood that the assets show a surplus in hand.: [714, 408, 930, 431]
- dateline: By Cable—Press Association—Copyright. London, September 27.: [492, 870, 691, 893]
- article-heading: BRITISH RAILWAY COMMISSION: [945, 1123, 1160, 1163]
- article: [1406, 987, 1623, 1334]
- divider: [1240, 546, 1326, 547]
- divider: [1471, 1030, 1558, 1031]
- divider: [779, 906, 865, 907]
- article: [484, 1439, 699, 1512]
- article-paragraph: The theory that a collision caused the loss of the Rosedale is now exploded. It is found that the lostboate was jettisoned from another vessel.: [484, 1310, 699, 1345]
- article: [1176, 1753, 1391, 1802]
